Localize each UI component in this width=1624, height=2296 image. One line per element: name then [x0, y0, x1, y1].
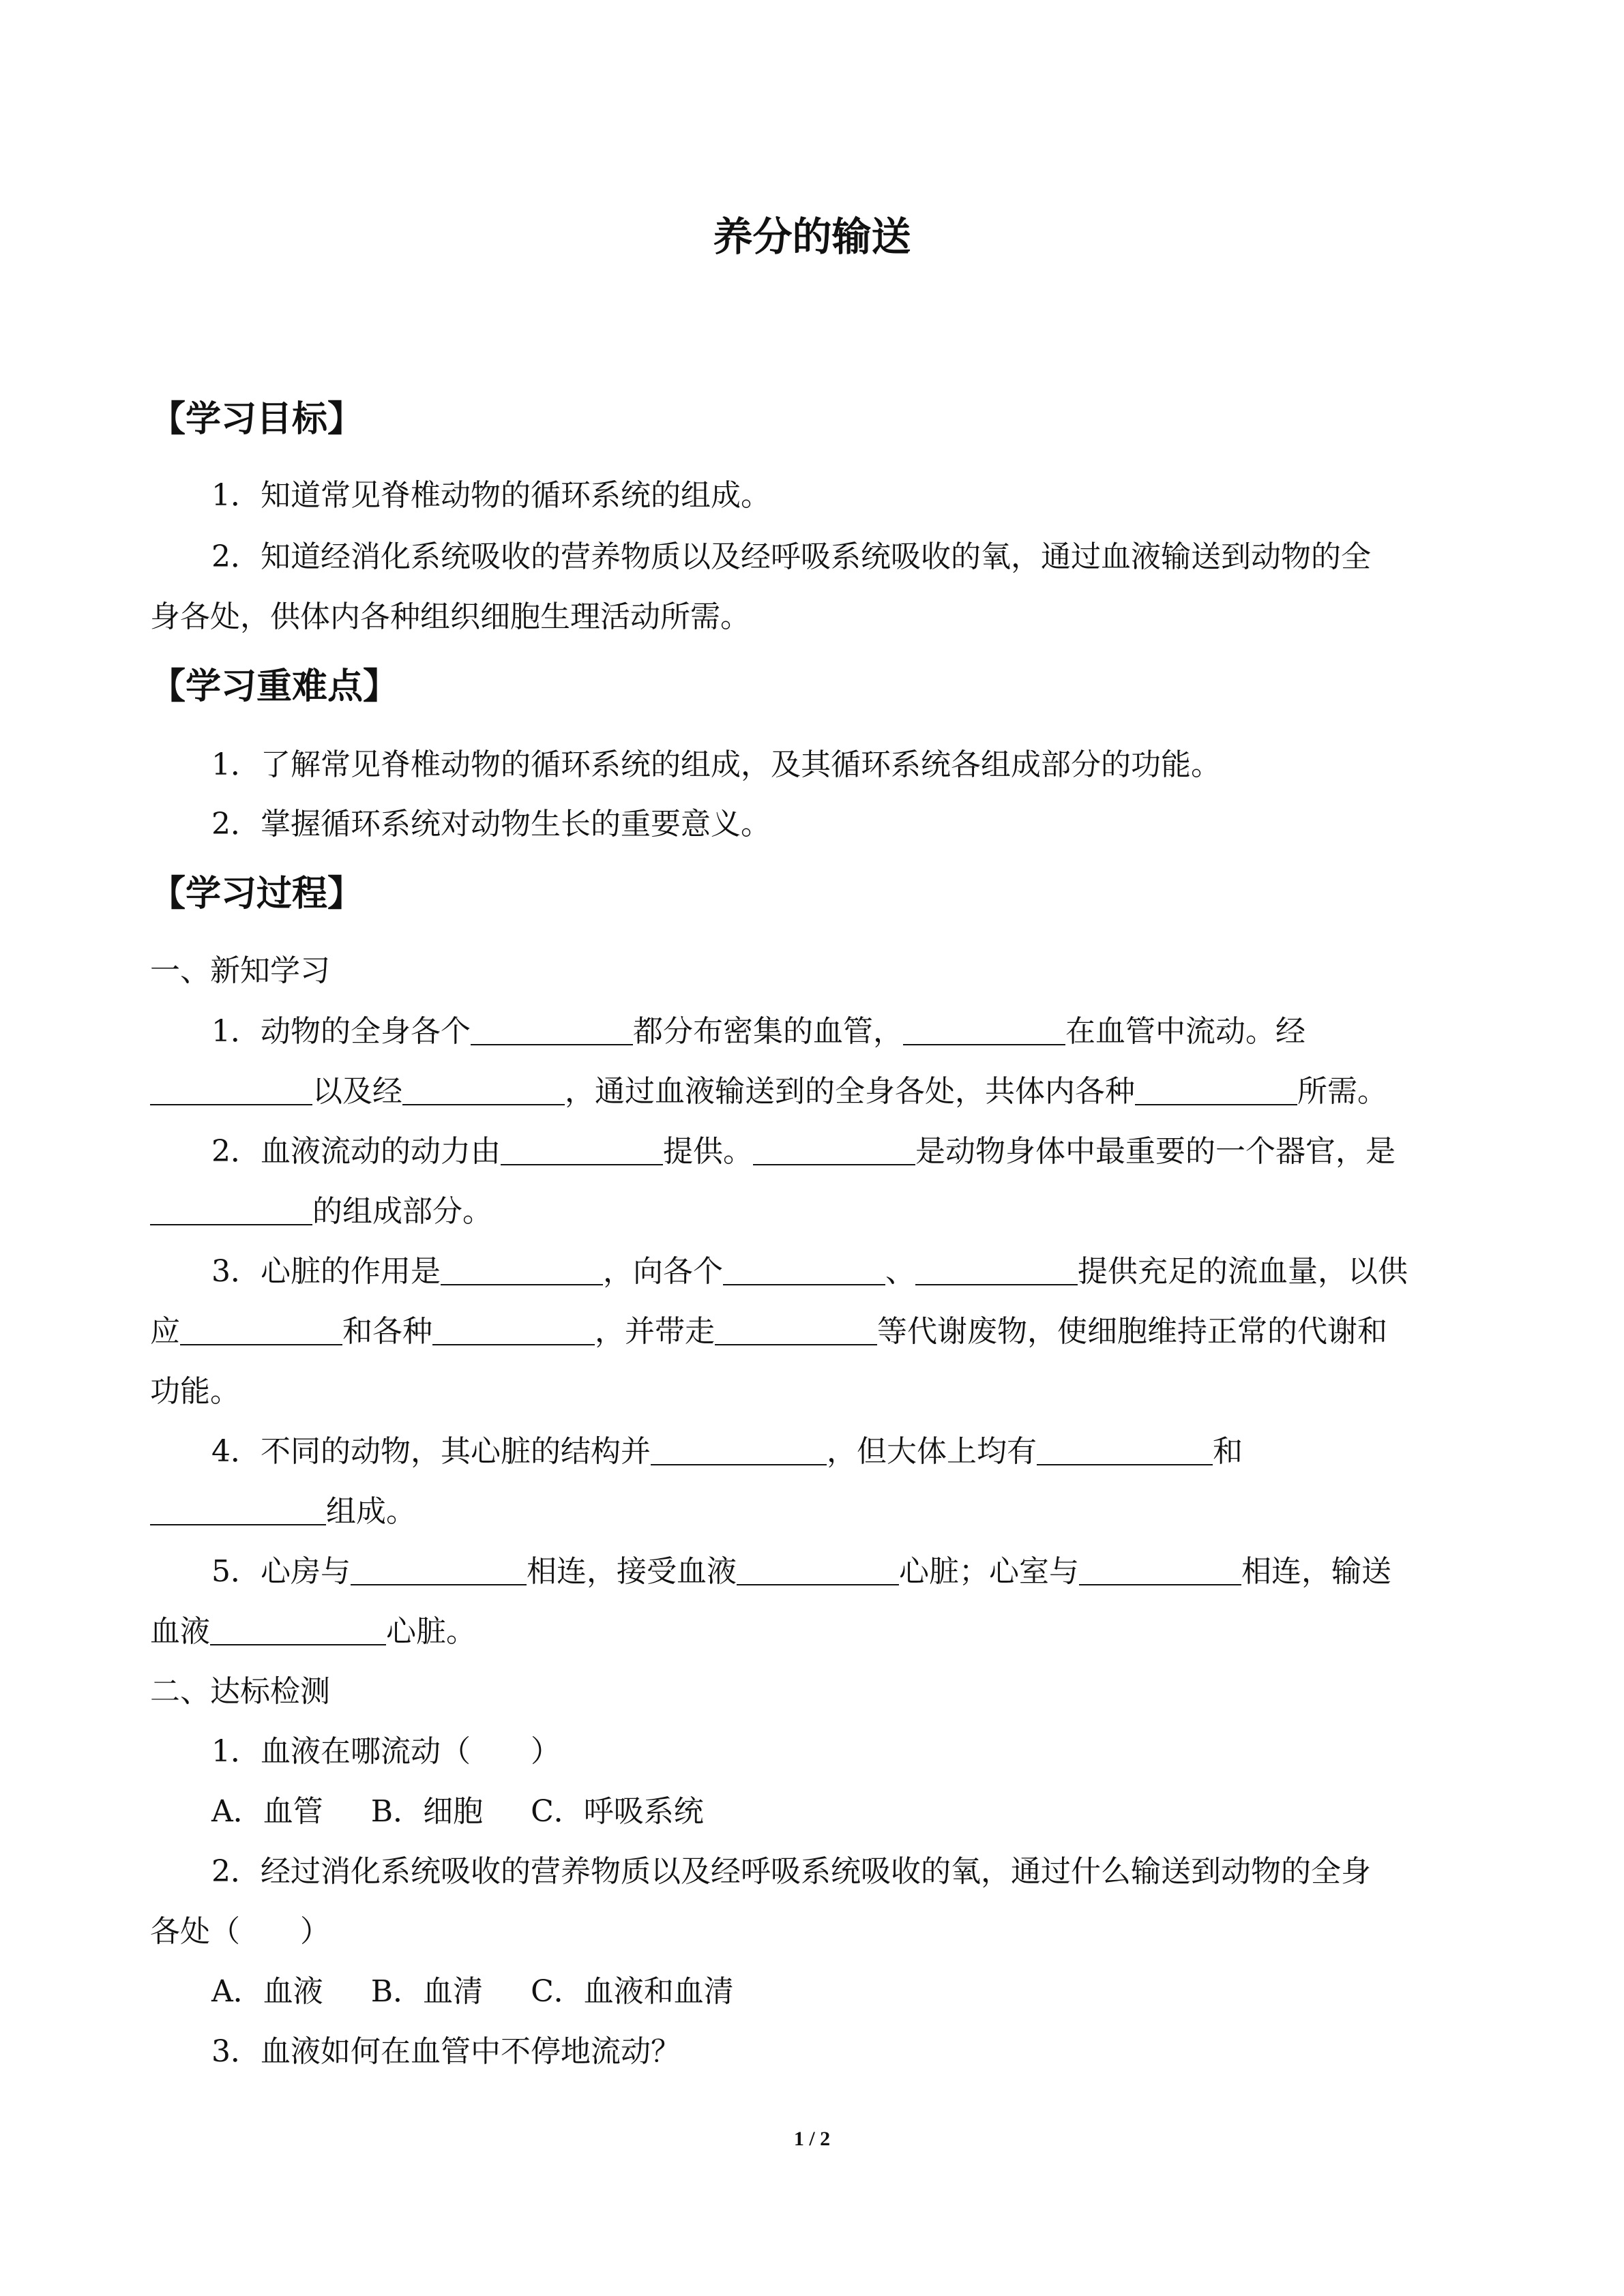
answer-blank[interactable]: [432, 1317, 595, 1345]
fill-question-3-line-1: 3．心脏的作用是 ，向各个 、 提供充足的流血量，以供: [211, 1254, 1408, 1289]
fill-question-3-line-3: 功能。: [150, 1374, 240, 1409]
page-title: 养分的输送: [713, 213, 911, 260]
option-b[interactable]: B．血清: [370, 1974, 484, 2009]
fill-question-5-line-1: 5．心房与 相连，接受血液 心脏；心室与 相连，输送: [211, 1554, 1391, 1589]
fill-question-4-line-1: 4．不同的动物，其心脏的结构并 ，但大体上均有 和: [211, 1434, 1243, 1469]
answer-blank[interactable]: [903, 1017, 1065, 1045]
page-number: 1 / 2: [793, 2128, 831, 2150]
option-c[interactable]: C．血液和血清: [531, 1974, 734, 2009]
answer-blank[interactable]: [180, 1317, 342, 1345]
mc-question-1: 1．血液在哪流动（ ）: [211, 1734, 561, 1769]
fill-question-3-line-2: 应 和各种 ，并带走 等代谢废物，使细胞维持正常的代谢和: [150, 1314, 1387, 1349]
goal-item-1: 1．知道常见脊椎动物的循环系统的组成。: [211, 478, 771, 513]
answer-blank[interactable]: [651, 1437, 827, 1465]
answer-blank[interactable]: [402, 1077, 565, 1105]
section-heading-process: 【学习过程】: [150, 874, 364, 914]
answer-blank[interactable]: [150, 1497, 326, 1525]
answer-blank[interactable]: [1079, 1557, 1241, 1585]
option-b[interactable]: B．细胞: [370, 1794, 484, 1829]
section-heading-goals: 【学习目标】: [150, 399, 364, 440]
question-3: 3．血液如何在血管中不停地流动？: [211, 2034, 681, 2069]
answer-blank[interactable]: [723, 1257, 885, 1285]
mc-question-2-line-2: 各处（ ）: [150, 1914, 330, 1949]
fill-question-1-line-2: 以及经 ，通过血液输送到的全身各处，共体内各种 所需。: [150, 1067, 1387, 1110]
answer-blank[interactable]: [210, 1617, 386, 1645]
answer-blank[interactable]: [471, 1017, 633, 1045]
answer-blank[interactable]: [150, 1197, 312, 1225]
option-c[interactable]: C．呼吸系统: [531, 1794, 704, 1829]
assessment-heading: 二、达标检测: [150, 1674, 330, 1709]
goal-item-2-line-2: 身各处，供体内各种组织细胞生理活动所需。: [150, 599, 750, 634]
fill-question-2-line-1: 2．血液流动的动力由 提供。 是动物身体中最重要的一个器官，是: [211, 1134, 1396, 1169]
fill-question-4-line-2: 组成。: [150, 1487, 416, 1530]
answer-blank[interactable]: [1037, 1437, 1213, 1465]
answer-blank[interactable]: [753, 1137, 915, 1165]
option-a[interactable]: A．血管: [211, 1794, 323, 1829]
answer-blank[interactable]: [501, 1137, 663, 1165]
answer-blank[interactable]: [441, 1257, 603, 1285]
answer-blank[interactable]: [351, 1557, 527, 1585]
fill-question-1-line-1: 1．动物的全身各个 都分布密集的血管， 在血管中流动。经: [211, 1014, 1305, 1049]
answer-blank[interactable]: [715, 1317, 877, 1345]
mc-question-2-options: [211, 1967, 734, 2010]
answer-blank[interactable]: [737, 1557, 899, 1585]
key-point-2: 2．掌握循环系统对动物生长的重要意义。: [211, 807, 771, 841]
section-heading-key-points: 【学习重难点】: [150, 666, 399, 707]
key-point-1: 1．了解常见脊椎动物的循环系统的组成，及其循环系统各组成部分的功能。: [211, 747, 1221, 782]
fill-question-5-line-2: 血液 心脏。: [150, 1614, 476, 1649]
mc-question-2-line-1: 2．经过消化系统吸收的营养物质以及经呼吸系统吸收的氧，通过什么输送到动物的全身: [211, 1854, 1371, 1889]
new-knowledge-heading: 一、新知学习: [150, 953, 330, 988]
mc-question-1-options: [211, 1787, 704, 1830]
answer-blank[interactable]: [915, 1257, 1078, 1285]
answer-blank[interactable]: [150, 1077, 312, 1105]
goal-item-2-line-1: 2．知道经消化系统吸收的营养物质以及经呼吸系统吸收的氧，通过血液输送到动物的全: [211, 539, 1371, 574]
answer-blank[interactable]: [1135, 1077, 1297, 1105]
fill-question-2-line-2: 的组成部分。: [150, 1187, 492, 1230]
option-a[interactable]: A．血液: [211, 1974, 323, 2009]
